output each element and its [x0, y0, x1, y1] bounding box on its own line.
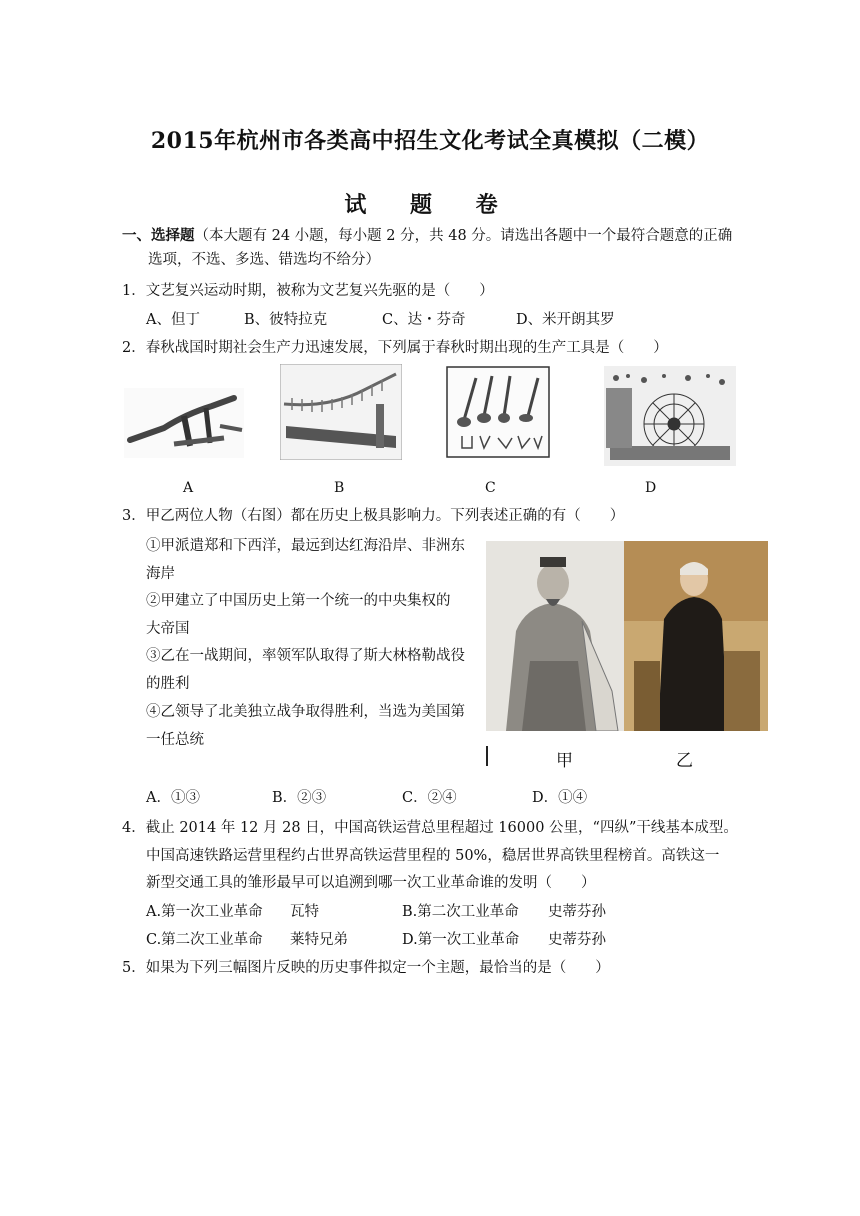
q3-option-d: D．①④: [532, 790, 588, 806]
q3-statement: 一任总统: [146, 732, 204, 748]
water-lift-image: [280, 364, 402, 460]
q3-option-a: A．①③: [146, 790, 200, 806]
q1-stem: 1．文艺复兴运动时期，被称为文艺复兴先驱的是（ ）: [122, 283, 494, 299]
q3-statement: ②甲建立了中国历史上第一个统一的中央集权的: [146, 593, 451, 609]
q4-option-a-person: 瓦特: [290, 904, 319, 920]
q4-line-1: 4．截止 2014 年 12 月 28 日，中国高铁运营总里程超过 16000 公里，“四纵”干线基本成型。: [122, 820, 738, 836]
portrait-yi-image: [624, 541, 768, 731]
q5-stem: 5．如果为下列三幅图片反映的历史事件拟定一个主题，最恰当的是（ ）: [122, 960, 610, 976]
q3-statement: 的胜利: [146, 676, 190, 692]
waterwheel-image: [604, 366, 736, 466]
q3-stem: 3．甲乙两位人物（右图）都在历史上极具影响力。下列表述正确的有（ ）: [122, 508, 625, 524]
iron-tools-image: [446, 366, 550, 458]
instruction-line-1: （本大题有 24 小题，每小题 2 分，共 48 分。请选出各题中一个最符合题意的正确: [194, 228, 733, 244]
q3-option-b: B．②③: [272, 790, 327, 806]
q2-label-c: C: [485, 480, 496, 496]
q4-option-d-person: 史蒂芬孙: [548, 932, 606, 948]
q1-option-a: A、但丁: [146, 312, 200, 328]
portrait-label-jia: 甲: [556, 751, 573, 771]
q3-statement: 大帝国: [146, 621, 190, 637]
q4-option-a-era: A.第一次工业革命: [146, 904, 263, 920]
q4-line-3: 新型交通工具的雏形最早可以追溯到哪一次工业革命谁的发明（ ）: [146, 875, 596, 891]
section-instruction: [122, 226, 732, 246]
q2-label-d: D: [645, 480, 657, 496]
page-title: 2015年杭州市各类高中招生文化考试全真模拟（二模）: [150, 128, 710, 154]
q2-stem: 2．春秋战国时期社会生产力迅速发展，下列属于春秋时期出现的生产工具是（ ）: [122, 340, 668, 356]
q3-statement: 海岸: [146, 566, 175, 582]
divider-mark: [486, 746, 488, 766]
q1-option-c: C、达・芬奇: [382, 312, 466, 328]
portrait-jia-image: [486, 541, 624, 731]
instruction-line-2: 选项，不选、多选、错选均不给分）: [148, 252, 380, 268]
portrait-label-yi: 乙: [676, 751, 693, 771]
page-subtitle: 试 题 卷: [344, 192, 516, 218]
q4-option-b-era: B.第二次工业革命: [402, 904, 519, 920]
plough-image: [124, 388, 244, 458]
q4-line-2: 中国高速铁路运营里程约占世界高铁运营里程的 50%，稳居世界高铁里程榜首。高铁这一: [146, 848, 720, 864]
q4-option-c-person: 莱特兄弟: [290, 932, 348, 948]
q4-option-c-era: C.第二次工业革命: [146, 932, 263, 948]
q2-label-a: A: [183, 480, 194, 496]
section-heading: 一、选择题: [122, 227, 195, 244]
q1-option-b: B、彼特拉克: [244, 312, 328, 328]
q4-option-d-era: D.第一次工业革命: [402, 932, 520, 948]
q2-label-b: B: [334, 480, 345, 496]
q1-option-d: D、米开朗其罗: [516, 312, 615, 328]
q3-statement: ①甲派遣郑和下西洋，最远到达红海沿岸、非洲东: [146, 538, 465, 554]
q3-option-c: C．②④: [402, 790, 457, 806]
q3-statement: ④乙领导了北美独立战争取得胜利，当选为美国第: [146, 704, 465, 720]
q4-option-b-person: 史蒂芬孙: [548, 904, 606, 920]
q3-statement: ③乙在一战期间，率领军队取得了斯大林格勒战役: [146, 648, 465, 664]
